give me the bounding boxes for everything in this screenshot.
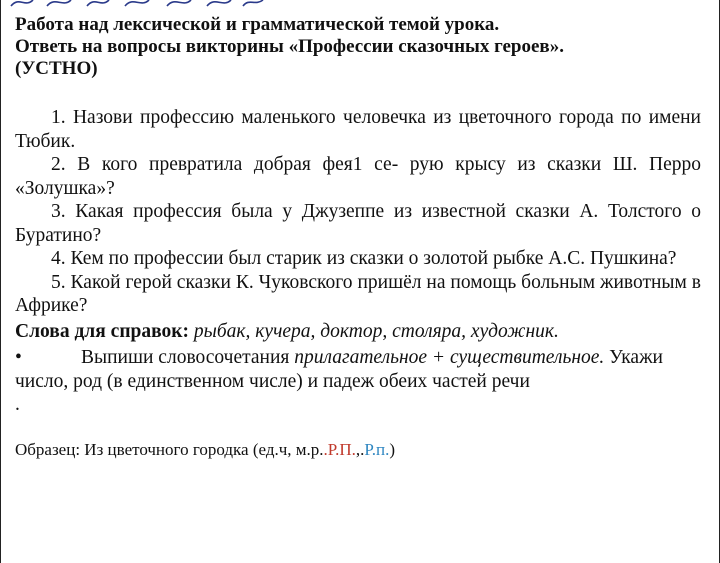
reference-words (15, 320, 701, 344)
quiz-question-2: 2. В кого превратила добрая фея1 се- рую крысу из сказки Ш. Перро «Золушка»? (15, 154, 701, 199)
sample-separator: ,. (355, 440, 365, 459)
lesson-heading (15, 14, 701, 80)
sample-prefix: Образец: Из цветочного городка (ед.ч, м.р. (15, 440, 324, 459)
reference-label: Слова для справок: (15, 320, 190, 342)
quiz-question-5: 5. Какой герой сказки К. Чуковского пришёл на помощь больным животным в Африке? (15, 271, 701, 316)
heading-line-3: (УСТНО) (15, 58, 98, 79)
quiz-question-4: 4. Кем по профессии был старик из сказки о золотой рыбке А.С. Пушкина? (51, 248, 677, 269)
quiz-question-3: 3. Какая профессия была у Джузеппе из известной сказки А. Толстого о Буратино? (15, 201, 701, 246)
heading-line-2: Ответь на вопросы викторины «Профессии сказочных героев». (15, 36, 564, 57)
sample-example (15, 439, 701, 461)
task-text-start: Выпиши словосочетания (81, 347, 295, 368)
task-text-italic: прилагательное + существительное. (294, 347, 605, 368)
reference-word-list: рыбак, кучера, доктор, столяра, художник. (193, 320, 559, 342)
document-body (15, 14, 701, 461)
quiz-question-1: 1. Назови профессию маленького человечка из цветочного города по имени Тюбик. (15, 107, 701, 152)
quiz-question-list (15, 106, 701, 318)
trailing-dot: . (15, 394, 20, 415)
sample-red-case: .Р.П. (323, 440, 356, 459)
handwriting-scribble-decoration (7, 0, 267, 10)
task-instruction (15, 346, 701, 393)
sample-suffix: ) (389, 440, 395, 459)
heading-line-1: Работа над лексической и грамматической темой урока. (15, 14, 500, 35)
task-text-end: Укажи число, род (в единственном числе) и падеж обеих частей речи (15, 347, 663, 392)
bullet-icon: • (15, 347, 22, 368)
sample-blue-case: Р.п. (364, 440, 390, 459)
